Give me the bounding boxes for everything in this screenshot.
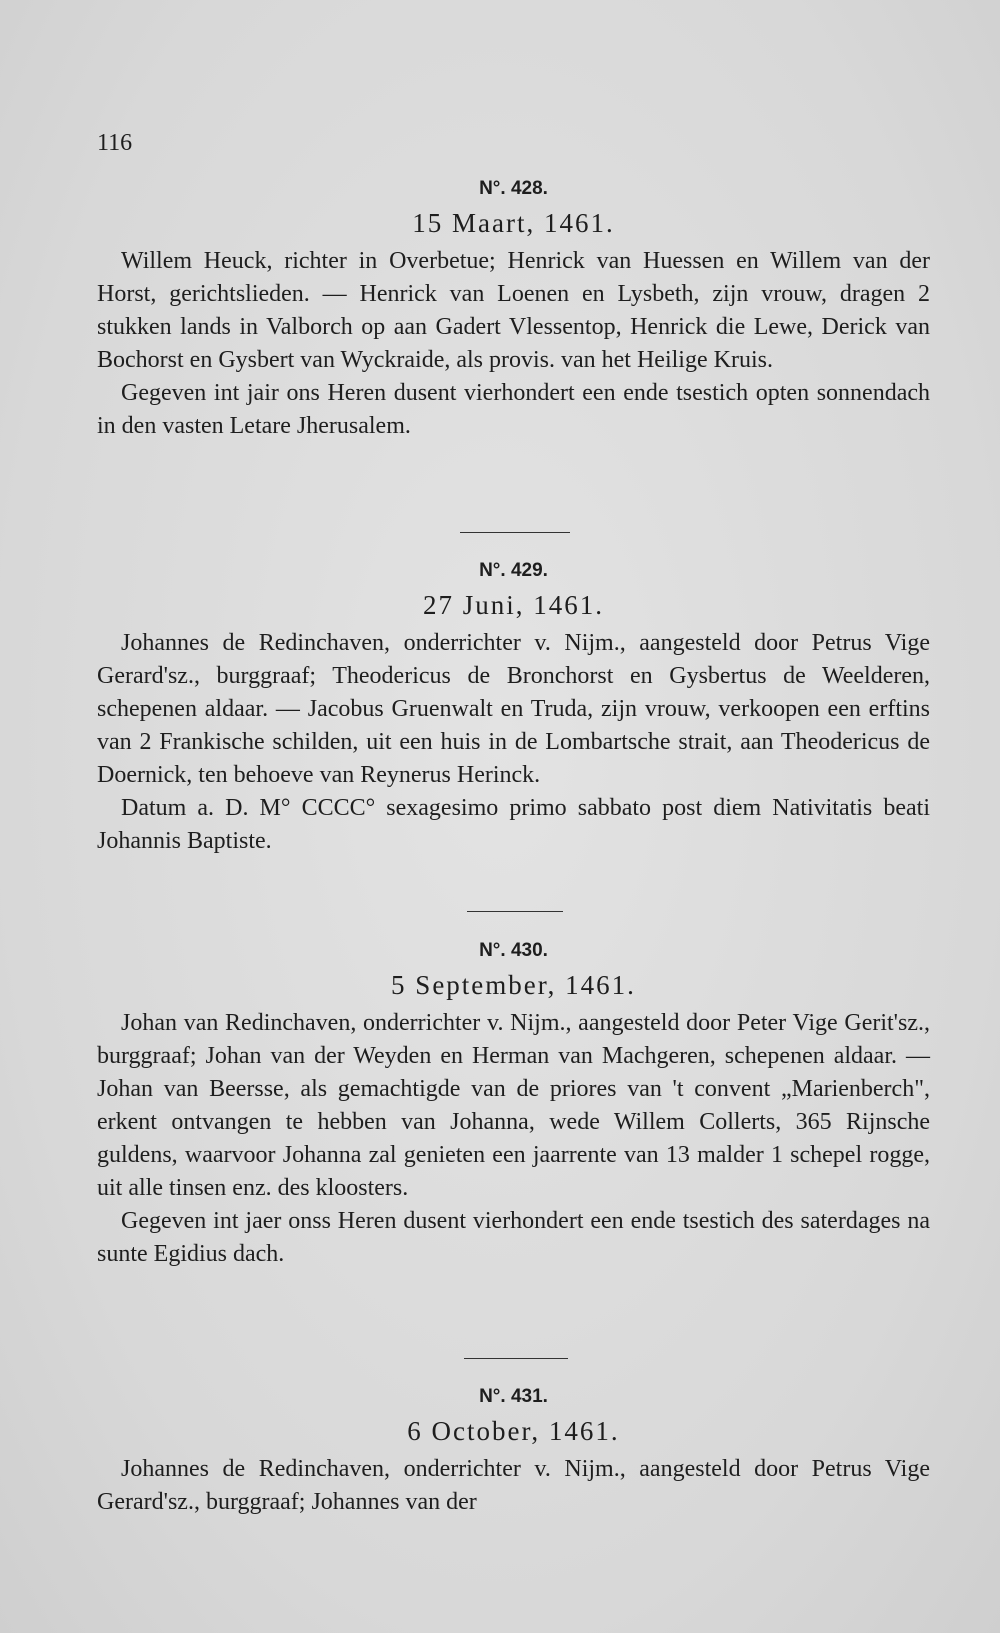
entry-431 (97, 1386, 930, 1519)
entry-paragraph: Willem Heuck, richter in Overbetue; Henrick van Huessen en Willem van der Horst, gerichtslieden. — Henrick van Loenen en Lysbeth, zijn vrouw, dragen 2 stukken lands in Valborch op aan Gadert Vlessentop, Henrick die Lewe, Derick van Bochorst en Gysbert van Wyckraide, als provis. van het Heilige Kruis. (97, 248, 930, 373)
entry-paragraph: Datum a. D. M° CCCC° sexagesimo primo sabbato post diem Nativitatis beati Johannis Baptiste. (97, 795, 930, 854)
entry-429 (97, 560, 930, 858)
page-number: 116 (97, 130, 133, 156)
separator-rule (464, 1358, 568, 1359)
entry-body (97, 245, 930, 443)
entry-body (97, 1007, 930, 1271)
entry-number: N°. 431. (479, 1386, 548, 1407)
entry-paragraph: Johannes de Redinchaven, onderrichter v. Nijm., aangesteld door Petrus Vige Gerard'sz., burggraaf; Johannes van der (97, 1456, 930, 1515)
entry-number: N°. 429. (479, 560, 548, 581)
entry-paragraph: Gegeven int jair ons Heren dusent vierhondert een ende tsestich opten sonnendach in den vasten Letare Jherusalem. (97, 380, 930, 439)
entry-paragraph: Johannes de Redinchaven, onderrichter v. Nijm., aangesteld door Petrus Vige Gerard'sz., burggraaf; Theodericus de Bronchorst en Gysbertus de Weelderen, schepenen aldaar. — Jacobus Gruenwalt en Truda, zijn vrouw, verkoopen een erftins van 2 Frankische schilden, uit een huis in de Lombartsche strait, aan Theodericus de Doernick, ten behoeve van Reynerus Herinck. (97, 630, 930, 788)
entry-428 (97, 178, 930, 443)
entry-number: N°. 430. (479, 940, 548, 961)
entry-body (97, 1453, 930, 1519)
entry-date: 6 October, 1461. (407, 1416, 620, 1446)
entry-date: 27 Juni, 1461. (422, 590, 604, 620)
entry-date: 5 September, 1461. (391, 970, 636, 1000)
separator-rule (460, 532, 570, 533)
separator-rule (467, 911, 563, 912)
entry-430 (97, 940, 930, 1271)
entry-number: N°. 428. (479, 178, 548, 199)
entry-body (97, 627, 930, 858)
entry-paragraph: Gegeven int jaer onss Heren dusent vierhondert een ende tsestich des saterdages na sunte Egidius dach. (97, 1208, 930, 1267)
entry-date: 15 Maart, 1461. (412, 208, 615, 238)
entry-paragraph: Johan van Redinchaven, onderrichter v. Nijm., aangesteld door Peter Vige Gerit'sz., burggraaf; Johan van der Weyden en Herman van Machgeren, schepenen aldaar. — Johan van Beersse, als gemachtigde van de priores van 't convent „Marienberch", erkent ontvangen te hebben van Johanna, wede Willem Collerts, 365 Rijnsche guldens, waarvoor Johanna zal genieten een jaarrente van 13 malder 1 schepel rogge, uit alle tinsen enz. des kloosters. (97, 1010, 930, 1201)
